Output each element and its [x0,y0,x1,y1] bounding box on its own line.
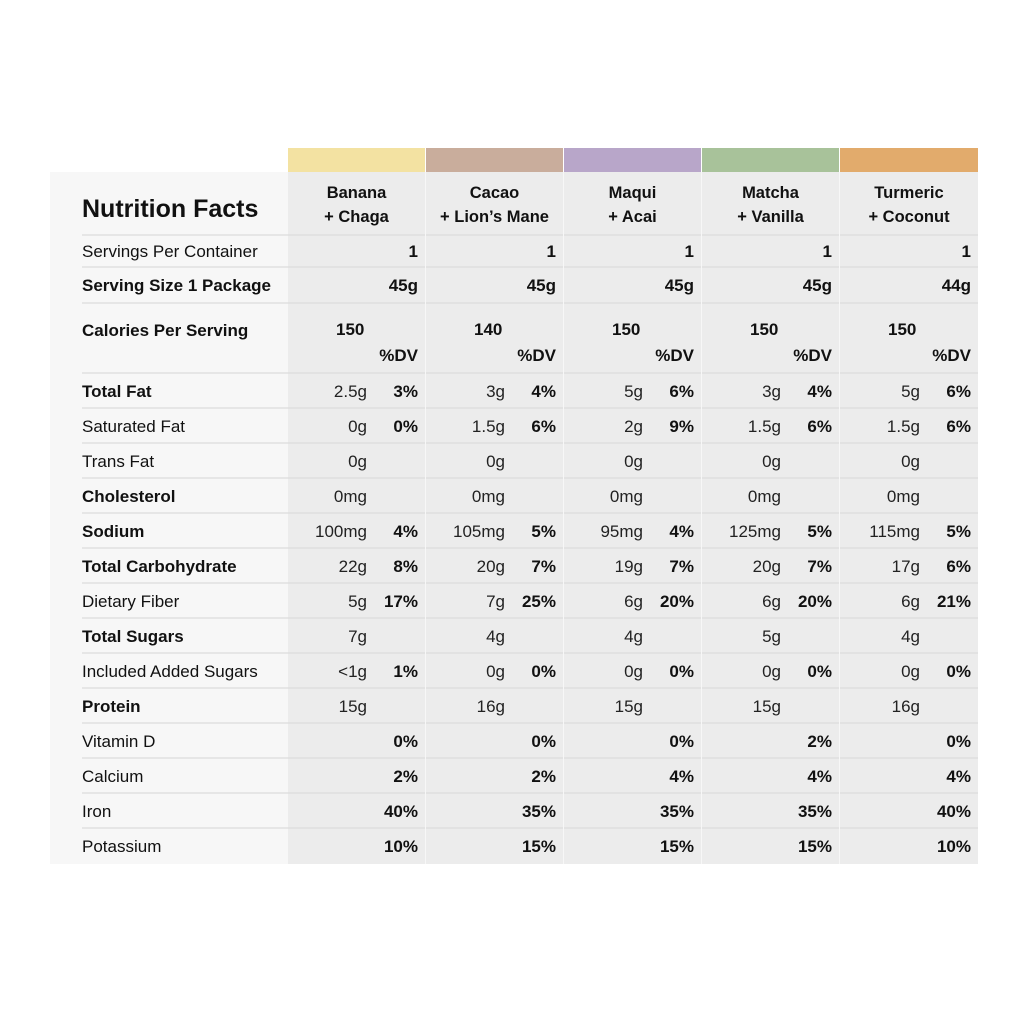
table-cell [288,514,425,549]
daily-value: 5% [531,521,556,541]
table-cell [564,619,701,654]
daily-value: 0% [531,661,556,681]
amount: 7g [348,626,367,646]
table-row-iron [50,794,978,829]
table-cell [702,304,839,374]
product-name: Maqui [608,184,657,202]
daily-value: 35% [521,801,556,821]
amount: 16g [476,696,505,716]
amount: 20g [476,556,505,576]
amount: 0g [348,416,367,436]
amount: 115mg [869,521,920,541]
daily-value: 15% [521,836,556,856]
amount: 15g [752,696,781,716]
amount: 6g [624,591,643,611]
table-cell [702,479,839,514]
table-cell [564,304,701,374]
table-cell [288,549,425,584]
amount: 0mg [471,486,505,506]
daily-value: 10% [383,836,418,856]
daily-value: 0% [669,661,694,681]
table-cell [426,374,563,409]
daily-value: 35% [659,801,694,821]
table-cell [840,829,978,864]
table-row-total-sugars [50,619,978,654]
row-label: Calcium [50,759,288,794]
table-row-dietary-fiber [50,584,978,619]
table-cell [702,549,839,584]
amount: 7g [486,591,505,611]
table-cell [564,654,701,689]
product-color-bar-maqui [564,148,701,172]
daily-value: 0% [393,731,418,751]
table-cell [702,654,839,689]
row-label: Dietary Fiber [50,584,288,619]
table-cell [840,759,978,794]
amount: 100mg [315,521,367,541]
amount: 0g [348,451,367,471]
amount: 22g [338,556,367,576]
table-cell [840,654,978,689]
table-cell [288,829,425,864]
value: 1 [961,242,971,261]
table-row-saturated-fat [50,409,978,444]
table-cell [702,236,839,268]
table-cell [288,689,425,724]
table-cell [840,724,978,759]
calories-value: 140 [474,320,503,339]
daily-value: 0% [807,661,832,681]
amount: 20g [752,556,781,576]
dv-header: %DV [379,346,418,365]
daily-value: 3% [393,381,418,401]
amount: 1.5g [747,416,781,436]
dv-header: %DV [793,346,832,365]
table-cell [564,829,701,864]
table-cell [840,236,978,268]
amount: 0g [624,661,643,681]
daily-value: 4% [946,766,971,786]
table-cell [702,409,839,444]
daily-value: 25% [521,591,556,611]
table-cell [564,444,701,479]
serving-size-row [50,268,978,304]
daily-value: 6% [946,381,971,401]
amount: 0g [762,451,781,471]
daily-value: 17% [383,591,418,611]
table-cell [840,549,978,584]
table-cell [426,444,563,479]
row-label: Calories Per Serving [50,304,288,374]
product-flavor: + Vanilla [737,208,804,226]
table-cell [288,304,425,374]
table-cell [702,794,839,829]
row-label: Servings Per Container [50,236,288,268]
daily-value: 15% [797,836,832,856]
table-row-cholesterol [50,479,978,514]
table-cell [840,444,978,479]
amount: 0mg [609,486,643,506]
calories-row [50,304,978,374]
calories-value: 150 [336,320,365,339]
daily-value: 0% [946,731,971,751]
daily-value: 10% [936,836,971,856]
product-header [840,172,978,236]
table-cell [426,236,563,268]
table-cell [564,374,701,409]
value: 1 [408,242,418,261]
table-cell [426,724,563,759]
table-cell [426,759,563,794]
amount: 15g [338,696,367,716]
table-cell [564,549,701,584]
amount: 5g [901,381,920,401]
row-label: Iron [50,794,288,829]
page-title: Nutrition Facts [50,172,288,236]
row-label: Total Sugars [50,619,288,654]
product-color-bar-turmeric [840,148,978,172]
table-cell [288,374,425,409]
table-row-included-added-sugars [50,654,978,689]
table-cell [426,479,563,514]
table-row-total-carbohydrate [50,549,978,584]
daily-value: 20% [797,591,832,611]
daily-value: 2% [393,766,418,786]
product-flavor: + Acai [608,208,657,226]
dv-header: %DV [517,346,556,365]
daily-value: 0% [531,731,556,751]
value: 44g [941,276,971,295]
value: 1 [546,242,556,261]
amount: 0g [486,661,505,681]
daily-value: 4% [393,521,418,541]
daily-value: 0% [393,416,418,436]
table-cell [426,409,563,444]
amount: 0g [901,451,920,471]
product-header [288,172,425,236]
table-cell [564,759,701,794]
daily-value: 9% [669,416,694,436]
table-cell [288,268,425,304]
calories-value: 150 [750,320,779,339]
table-cell [288,759,425,794]
daily-value: 2% [531,766,556,786]
daily-value: 40% [936,801,971,821]
table-cell [426,268,563,304]
nutrient-rows [50,374,978,864]
product-color-bar-banana [288,148,425,172]
table-cell [564,689,701,724]
daily-value: 1% [393,661,418,681]
table-cell [840,794,978,829]
product-name: Turmeric [874,184,944,202]
calories-value: 150 [612,320,641,339]
row-label: Saturated Fat [50,409,288,444]
product-name: Cacao [469,184,520,202]
amount: 1.5g [886,416,920,436]
header-row [50,172,978,236]
amount: 15g [614,696,643,716]
table-cell [288,236,425,268]
table-cell [288,654,425,689]
amount: 17g [891,556,920,576]
amount: 105mg [453,521,505,541]
table-cell [564,236,701,268]
table-row-vitamin-d [50,724,978,759]
daily-value: 4% [669,766,694,786]
amount: 6g [762,591,781,611]
table-cell [840,619,978,654]
table-cell [288,409,425,444]
product-header [564,172,701,236]
table-cell [564,584,701,619]
table-cell [702,514,839,549]
row-label: Serving Size 1 Package [50,268,288,304]
table-cell [702,268,839,304]
value: 45g [664,276,694,295]
table-cell [426,619,563,654]
table-cell [564,724,701,759]
table-cell [288,584,425,619]
daily-value: 7% [807,556,832,576]
amount: 2.5g [333,381,367,401]
table-cell [702,829,839,864]
daily-value: 4% [531,381,556,401]
table-cell [426,794,563,829]
product-color-bars [288,148,978,172]
table-cell [702,689,839,724]
row-label: Total Carbohydrate [50,549,288,584]
table-row-protein [50,689,978,724]
amount: 5g [762,626,781,646]
daily-value: 5% [807,521,832,541]
daily-value: 6% [946,416,971,436]
amount: 3g [486,381,505,401]
table-cell [288,794,425,829]
amount: 16g [891,696,920,716]
amount: <1g [338,661,367,681]
servings-row [50,236,978,268]
product-flavor: + Chaga [324,208,389,226]
daily-value: 0% [669,731,694,751]
table-cell [426,829,563,864]
table-cell [564,514,701,549]
amount: 4g [624,626,643,646]
table-row-total-fat [50,374,978,409]
row-label: Vitamin D [50,724,288,759]
product-header [426,172,563,236]
table-cell [288,479,425,514]
row-label: Total Fat [50,374,288,409]
row-label: Potassium [82,836,162,856]
table-cell [840,304,978,374]
daily-value: 2% [807,731,832,751]
amount: 125mg [729,521,781,541]
amount: 95mg [600,521,643,541]
daily-value: 8% [393,556,418,576]
table-cell [840,689,978,724]
daily-value: 40% [383,801,418,821]
product-name: Matcha [742,184,799,202]
daily-value: 21% [936,591,971,611]
amount: 0mg [333,486,367,506]
daily-value: 6% [531,416,556,436]
value: 45g [526,276,556,295]
amount: 1.5g [471,416,505,436]
table-row-sodium [50,514,978,549]
value: 45g [802,276,832,295]
daily-value: 35% [797,801,832,821]
daily-value: 4% [807,766,832,786]
table-cell [426,584,563,619]
nutrition-table [50,172,978,864]
table-cell [840,584,978,619]
amount: 4g [486,626,505,646]
table-cell [702,584,839,619]
table-cell [564,409,701,444]
value: 1 [684,242,694,261]
table-cell [288,619,425,654]
amount: 0g [486,451,505,471]
table-cell [426,304,563,374]
table-row-calcium [50,759,978,794]
table-cell [564,268,701,304]
table-cell [840,409,978,444]
daily-value: 4% [807,381,832,401]
value: 1 [822,242,832,261]
amount: 0g [624,451,643,471]
table-row-trans-fat [50,444,978,479]
table-cell [702,374,839,409]
row-label: Sodium [50,514,288,549]
table-cell [426,514,563,549]
daily-value: 4% [669,521,694,541]
dv-header: %DV [655,346,694,365]
daily-value: 0% [946,661,971,681]
amount: 0mg [747,486,781,506]
amount: 5g [624,381,643,401]
row-label: Cholesterol [50,479,288,514]
product-header [702,172,839,236]
amount: 6g [901,591,920,611]
amount: 0mg [886,486,920,506]
amount: 3g [762,381,781,401]
table-cell [702,759,839,794]
value: 45g [388,276,418,295]
calories-value: 150 [888,320,917,339]
row-label: Included Added Sugars [50,654,288,689]
product-color-bar-cacao [426,148,563,172]
amount: 5g [348,591,367,611]
table-cell [426,654,563,689]
table-cell [288,724,425,759]
daily-value: 7% [531,556,556,576]
table-cell [840,268,978,304]
daily-value: 6% [946,556,971,576]
product-color-bar-matcha [702,148,839,172]
table-cell [702,619,839,654]
product-flavor: + Coconut [868,208,950,226]
table-cell [564,479,701,514]
table-cell [288,444,425,479]
table-cell [840,479,978,514]
amount: 0g [901,661,920,681]
daily-value: 6% [669,381,694,401]
table-cell [564,794,701,829]
table-cell [426,549,563,584]
daily-value: 5% [946,521,971,541]
row-label: Trans Fat [50,444,288,479]
dv-header: %DV [932,346,971,365]
amount: 0g [762,661,781,681]
amount: 2g [624,416,643,436]
table-cell [426,689,563,724]
table-cell [840,514,978,549]
product-flavor: + Lion’s Mane [440,208,549,226]
table-cell [840,374,978,409]
amount: 19g [614,556,643,576]
amount: 4g [901,626,920,646]
daily-value: 20% [659,591,694,611]
table-cell [702,724,839,759]
product-name: Banana [326,184,387,202]
row-label: Protein [50,689,288,724]
daily-value: 15% [659,836,694,856]
daily-value: 6% [807,416,832,436]
daily-value: 7% [669,556,694,576]
table-row-potassium [50,829,978,864]
table-cell [702,444,839,479]
